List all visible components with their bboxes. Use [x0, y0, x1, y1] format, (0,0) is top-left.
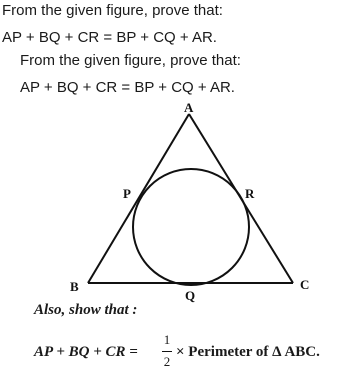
fraction-bar	[162, 351, 172, 352]
fraction-numerator: 1	[163, 332, 171, 347]
formula-rhs: × Perimeter of Δ ABC.	[176, 344, 320, 360]
vertex-label-r: R	[245, 186, 255, 201]
formula-lhs: AP + BQ + CR =	[34, 344, 138, 360]
vertex-label-q: Q	[185, 288, 196, 303]
incircle	[133, 169, 249, 285]
question-line-2: AP + BQ + CR = BP + CQ + AR.	[2, 29, 217, 46]
vertex-label-p: P	[123, 186, 131, 201]
perimeter-formula	[34, 332, 349, 372]
question-line-1: From the given figure, prove that:	[2, 2, 223, 19]
vertex-label-c: C	[300, 277, 310, 292]
side-ab	[88, 114, 189, 283]
vertex-label-a: A	[184, 100, 194, 115]
vertex-label-b: B	[70, 279, 79, 294]
fraction-denominator: 2	[163, 354, 171, 369]
one-half-fraction	[162, 332, 172, 372]
triangle-incircle-figure	[0, 98, 349, 305]
question-line-4: AP + BQ + CR = BP + CQ + AR.	[20, 79, 235, 96]
question-line-3: From the given figure, prove that:	[20, 52, 241, 69]
also-show-that-text: Also, show that :	[34, 302, 138, 318]
